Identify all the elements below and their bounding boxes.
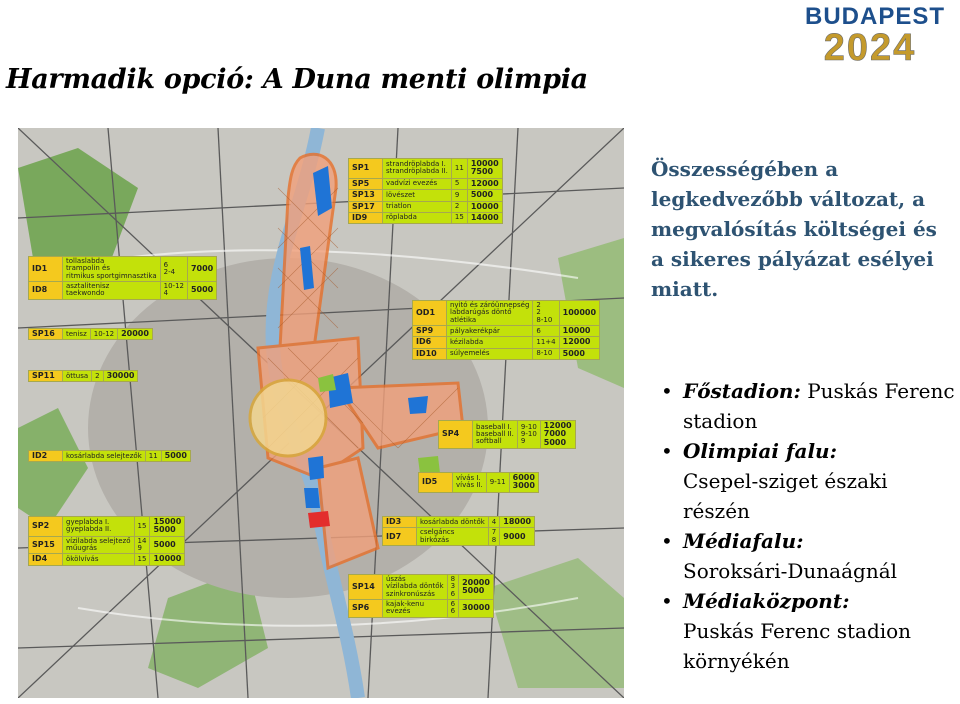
bullet-item xyxy=(661,376,956,436)
budapest-2024-logo xyxy=(792,2,958,64)
venue-capacity: 10000 xyxy=(559,326,599,337)
venue-id: SP16 xyxy=(29,329,63,340)
venue-row xyxy=(29,329,153,340)
venue-sport: vadvízi evezés xyxy=(383,178,452,189)
venue-sport: asztalitenisz taekwondo xyxy=(63,282,161,300)
venue-sport: tenisz xyxy=(63,329,91,340)
venue-events: 6 6 xyxy=(447,600,458,618)
venue-table-sp2 xyxy=(28,516,185,566)
venue-capacity: 18000 xyxy=(500,517,535,528)
venue-events: 11 xyxy=(145,451,161,462)
venue-sport: vízilabda selejtező műugrás xyxy=(63,536,135,554)
venue-sport: vívás I. vívás II. xyxy=(453,473,487,493)
logo-line1: BUDAPEST xyxy=(804,3,946,30)
venue-events: 6 xyxy=(533,326,559,337)
venue-row xyxy=(349,201,503,212)
bullet-term: Főstadion: xyxy=(683,379,801,403)
venue-capacity: 10000 xyxy=(150,554,185,565)
venue-events: 14 9 xyxy=(134,536,150,554)
venue-events: 2 xyxy=(92,371,103,382)
bullet-text: Puskás Ferenc stadion környékén xyxy=(683,619,912,673)
venue-capacity: 30000 xyxy=(103,371,138,382)
bullet-text: Soroksári-Dunaágnál xyxy=(683,559,898,583)
venue-events: 15 xyxy=(451,212,467,223)
venue-id: ID1 xyxy=(29,257,63,282)
venue-row xyxy=(29,517,185,537)
bullet-text: Puskás Ferenc stadion xyxy=(683,379,955,433)
venue-events: 6 2-4 xyxy=(160,257,187,282)
bullet-item xyxy=(661,586,956,676)
venue-events: 9-11 xyxy=(486,473,509,493)
venue-sport: öttusa xyxy=(63,371,92,382)
bullet-text: Csepel-sziget északi részén xyxy=(683,469,888,523)
venue-events: 2 2 8-10 xyxy=(533,301,559,326)
venue-id: ID5 xyxy=(419,473,453,493)
venue-table-sp11 xyxy=(28,370,138,382)
venue-row xyxy=(29,554,185,565)
venue-row xyxy=(413,326,600,337)
venue-capacity: 5000 xyxy=(187,282,216,300)
slide-title: Harmadik opció: A Duna menti olimpia xyxy=(6,64,588,95)
bullet-term: Olimpiai falu: xyxy=(683,439,837,463)
venue-id: ID2 xyxy=(29,451,63,462)
venue-row xyxy=(413,301,600,326)
venue-events: 15 xyxy=(134,517,150,537)
venue-id: ID8 xyxy=(29,282,63,300)
venue-capacity: 20000 xyxy=(118,329,153,340)
venue-id: SP2 xyxy=(29,517,63,537)
venue-capacity: 5000 xyxy=(150,536,185,554)
venue-sport: cselgáncs birkózás xyxy=(417,528,489,546)
venue-row xyxy=(349,575,494,600)
venue-id: ID6 xyxy=(413,337,447,348)
venue-id: SP4 xyxy=(439,421,473,449)
venue-sport: baseball I. baseball II. softball xyxy=(473,421,518,449)
venue-row xyxy=(29,282,217,300)
venue-events: 11 xyxy=(451,159,467,179)
venue-table-id3 xyxy=(382,516,535,546)
venue-capacity: 14000 xyxy=(467,212,502,223)
venue-capacity: 15000 5000 xyxy=(150,517,185,537)
venue-table-id2 xyxy=(28,450,191,462)
venue-row xyxy=(349,178,503,189)
venue-capacity: 20000 5000 xyxy=(459,575,494,600)
venue-capacity: 10000 7500 xyxy=(467,159,502,179)
summary-text: Összességében a legkedvezőbb változat, a megvalósítás költségei és a sikeres pályázat esélyei miatt. xyxy=(651,157,937,301)
venue-row xyxy=(29,451,191,462)
venue-id: ID10 xyxy=(413,348,447,359)
venue-capacity: 5000 xyxy=(559,348,599,359)
bullet-item xyxy=(661,526,956,586)
venue-row xyxy=(413,337,600,348)
bullet-term: Médiaközpont: xyxy=(683,589,850,613)
venue-events: 10-12 xyxy=(90,329,117,340)
bullet-list xyxy=(661,376,956,676)
venue-capacity: 100000 xyxy=(559,301,599,326)
venue-table-id5 xyxy=(418,472,539,493)
venue-events: 4 xyxy=(488,517,499,528)
venue-id: ID4 xyxy=(29,554,63,565)
bullet-dot: • xyxy=(661,439,673,463)
city-map-base xyxy=(18,128,624,698)
venue-table-sp4 xyxy=(438,420,576,449)
venue-row xyxy=(349,190,503,201)
venue-capacity: 9000 xyxy=(500,528,535,546)
venue-sport: nyitó és záróünnepség labdarúgás döntő atlétika xyxy=(447,301,533,326)
venue-capacity: 10000 xyxy=(467,201,502,212)
venue-events: 7 8 xyxy=(488,528,499,546)
venue-sport: tollaslabda trampolin és ritmikus sportgimnasztika xyxy=(63,257,161,282)
olympic-venue-map xyxy=(18,128,624,698)
venue-events: 10-12 4 xyxy=(160,282,187,300)
venue-row xyxy=(29,257,217,282)
venue-sport: kajak-kenu evezés xyxy=(383,600,448,618)
venue-events: 8 3 6 xyxy=(447,575,458,600)
venue-capacity: 30000 xyxy=(459,600,494,618)
bullet-term: Médiafalu: xyxy=(683,529,804,553)
venue-id: ID3 xyxy=(383,517,417,528)
venue-events: 9 xyxy=(451,190,467,201)
venue-capacity: 12000 xyxy=(559,337,599,348)
venue-id: SP5 xyxy=(349,178,383,189)
venue-sport: kézilabda xyxy=(447,337,533,348)
venue-sport: strandröplabda I. strandröplabda II. xyxy=(383,159,452,179)
venue-capacity: 5000 xyxy=(467,190,502,201)
venue-row xyxy=(383,528,535,546)
venue-table-id1 xyxy=(28,256,217,300)
venue-capacity: 12000 xyxy=(467,178,502,189)
bullet-dot: • xyxy=(661,589,673,613)
logo-line2: 2024 xyxy=(823,27,917,64)
venue-table-sp1 xyxy=(348,158,503,224)
venue-table-od1 xyxy=(412,300,600,360)
venue-id: SP11 xyxy=(29,371,63,382)
venue-row xyxy=(29,536,185,554)
venue-sport: lövészet xyxy=(383,190,452,201)
venue-id: SP13 xyxy=(349,190,383,201)
venue-capacity: 12000 7000 5000 xyxy=(540,421,575,449)
venue-id: SP14 xyxy=(349,575,383,600)
venue-sport: úszás vízilabda döntők szinkronúszás xyxy=(383,575,448,600)
venue-table-sp16 xyxy=(28,328,153,340)
bullet-dot: • xyxy=(661,379,673,403)
venue-events: 8-10 xyxy=(533,348,559,359)
bullet-dot: • xyxy=(661,529,673,553)
venue-row xyxy=(383,517,535,528)
venue-id: OD1 xyxy=(413,301,447,326)
venue-sport: pályakerékpár xyxy=(447,326,533,337)
venue-row xyxy=(413,348,600,359)
venue-capacity: 6000 3000 xyxy=(509,473,538,493)
venue-id: ID7 xyxy=(383,528,417,546)
venue-table-sp14 xyxy=(348,574,494,618)
venue-row xyxy=(439,421,576,449)
venue-sport: súlyemelés xyxy=(447,348,533,359)
venue-id: ID9 xyxy=(349,212,383,223)
venue-sport: gyeplabda I. gyeplabda II. xyxy=(63,517,135,537)
venue-id: SP6 xyxy=(349,600,383,618)
venue-events: 9-10 9-10 9 xyxy=(517,421,540,449)
venue-sport: ökölvívás xyxy=(63,554,135,565)
venue-events: 2 xyxy=(451,201,467,212)
venue-row xyxy=(349,212,503,223)
venue-sport: röplabda xyxy=(383,212,452,223)
bullet-item xyxy=(661,436,956,526)
venue-row xyxy=(29,371,138,382)
venue-events: 15 xyxy=(134,554,150,565)
venue-capacity: 5000 xyxy=(161,451,190,462)
venue-events: 11+4 xyxy=(533,337,559,348)
venue-row xyxy=(349,159,503,179)
venue-id: SP9 xyxy=(413,326,447,337)
venue-id: SP1 xyxy=(349,159,383,179)
venue-sport: kosárlabda döntők xyxy=(417,517,489,528)
venue-row xyxy=(419,473,539,493)
venue-id: SP17 xyxy=(349,201,383,212)
venue-capacity: 7000 xyxy=(187,257,216,282)
venue-events: 5 xyxy=(451,178,467,189)
venue-row xyxy=(349,600,494,618)
venue-id: SP15 xyxy=(29,536,63,554)
venue-sport: triatlon xyxy=(383,201,452,212)
venue-sport: kosárlabda selejtezők xyxy=(63,451,146,462)
